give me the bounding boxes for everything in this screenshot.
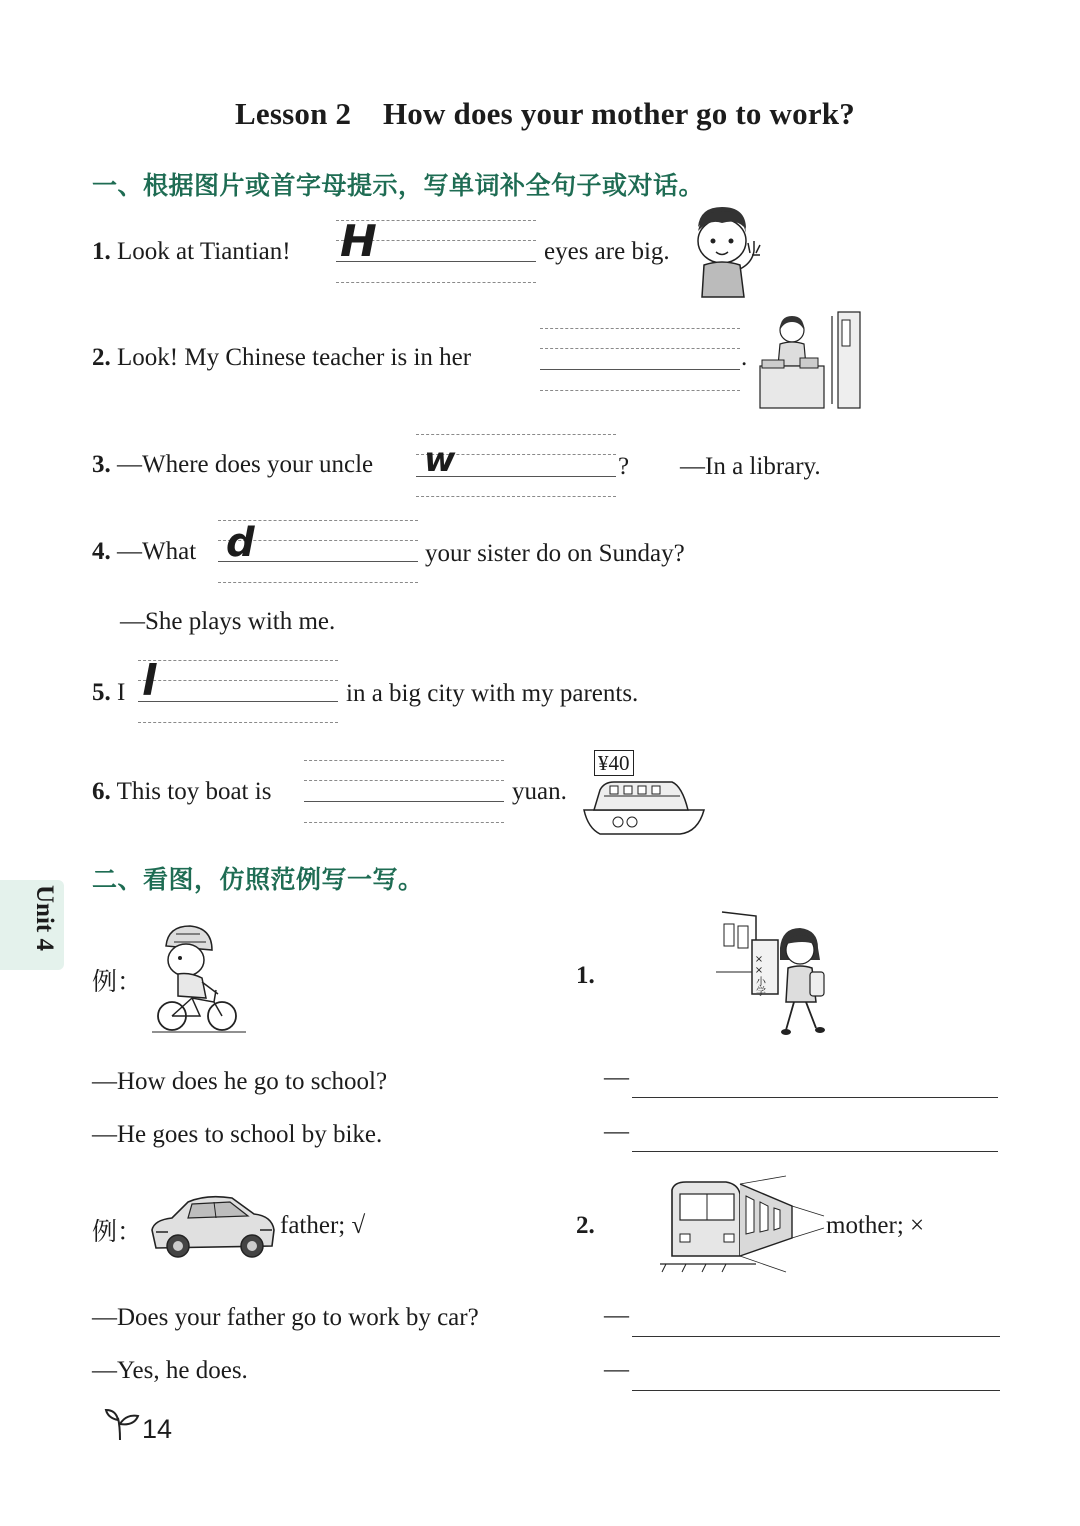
question-text: —What xyxy=(117,538,197,565)
question-text: Look at Tiantian! xyxy=(117,238,291,265)
page-title: Lesson 2 How does your mother go to work? xyxy=(235,96,855,131)
item-number: 1. xyxy=(576,962,595,989)
example-answer: —Yes, he does. xyxy=(92,1357,248,1384)
answer-blank-5[interactable] xyxy=(138,701,338,702)
question-text: . xyxy=(741,344,748,371)
question-3 xyxy=(92,451,373,479)
boy-riding-bike-illustration xyxy=(150,922,250,1034)
question-text: eyes are big. xyxy=(544,238,670,265)
boy-waving-illustration xyxy=(690,205,762,300)
example-answer: —He goes to school by bike. xyxy=(92,1121,383,1148)
question-number: 2. xyxy=(92,344,111,371)
example-label: 例： xyxy=(92,1219,143,1246)
answer-line-1b[interactable] xyxy=(632,1151,998,1152)
question-number: 4. xyxy=(92,538,111,565)
question-number: 1. xyxy=(92,238,111,265)
question-text: This toy boat is xyxy=(116,778,272,805)
dash-mark: — xyxy=(604,1118,629,1145)
question-number: 5. xyxy=(92,679,111,706)
girl-walking-to-school-illustration xyxy=(716,910,832,1040)
toy-boat-illustration xyxy=(580,776,708,836)
car-illustration xyxy=(148,1190,278,1262)
answer-reply: —She plays with me. xyxy=(120,608,336,635)
answer-blank-6[interactable] xyxy=(304,801,504,802)
answer-line-2b[interactable] xyxy=(632,1390,1000,1391)
question-text: your sister do on Sunday? xyxy=(425,540,685,567)
dash-mark: — xyxy=(604,1356,629,1383)
unit-label: Unit 4 xyxy=(31,885,58,951)
hint-letter: d xyxy=(226,520,255,566)
school-sign: ××小学 xyxy=(753,954,765,996)
question-5 xyxy=(92,679,125,707)
question-text: I xyxy=(117,679,126,706)
hint-letter: w xyxy=(424,440,456,480)
hint-letter: l xyxy=(142,656,157,705)
section1-heading: 一、根据图片或首字母提示，写单词补全句子或对话。 xyxy=(92,171,705,200)
example-note: father; √ xyxy=(280,1212,366,1239)
dash-mark: — xyxy=(604,1302,629,1329)
example-label: 例： xyxy=(92,969,143,996)
question-1 xyxy=(92,238,291,266)
page-number: 14 xyxy=(142,1414,173,1444)
dash-mark: — xyxy=(604,1064,629,1091)
answer-reply: —In a library. xyxy=(680,453,821,480)
answer-line-1a[interactable] xyxy=(632,1097,998,1098)
answer-blank-2[interactable] xyxy=(540,369,740,370)
item-note: mother; × xyxy=(826,1212,925,1239)
section2-heading: 二、看图，仿照范例写一写。 xyxy=(92,865,424,894)
subway-train-illustration xyxy=(656,1172,826,1276)
answer-line-2a[interactable] xyxy=(632,1336,1000,1337)
question-text: yuan. xyxy=(512,778,567,805)
question-2 xyxy=(92,344,471,372)
price-tag: ¥40 xyxy=(594,750,634,776)
hint-letter: H xyxy=(340,216,377,267)
example-question: —How does he go to school? xyxy=(92,1068,388,1095)
teacher-office-illustration xyxy=(756,310,864,410)
question-4 xyxy=(92,538,196,566)
question-text: Look! My Chinese teacher is in her xyxy=(117,344,472,371)
question-number: 6. xyxy=(92,778,111,805)
example-question: —Does your father go to work by car? xyxy=(92,1304,479,1331)
question-number: 3. xyxy=(92,451,111,478)
question-text: —Where does your uncle xyxy=(117,451,374,478)
sprout-icon xyxy=(104,1406,140,1442)
question-text: in a big city with my parents. xyxy=(346,680,639,707)
question-6 xyxy=(92,778,271,806)
item-number: 2. xyxy=(576,1212,595,1239)
question-text: ? xyxy=(618,453,630,480)
